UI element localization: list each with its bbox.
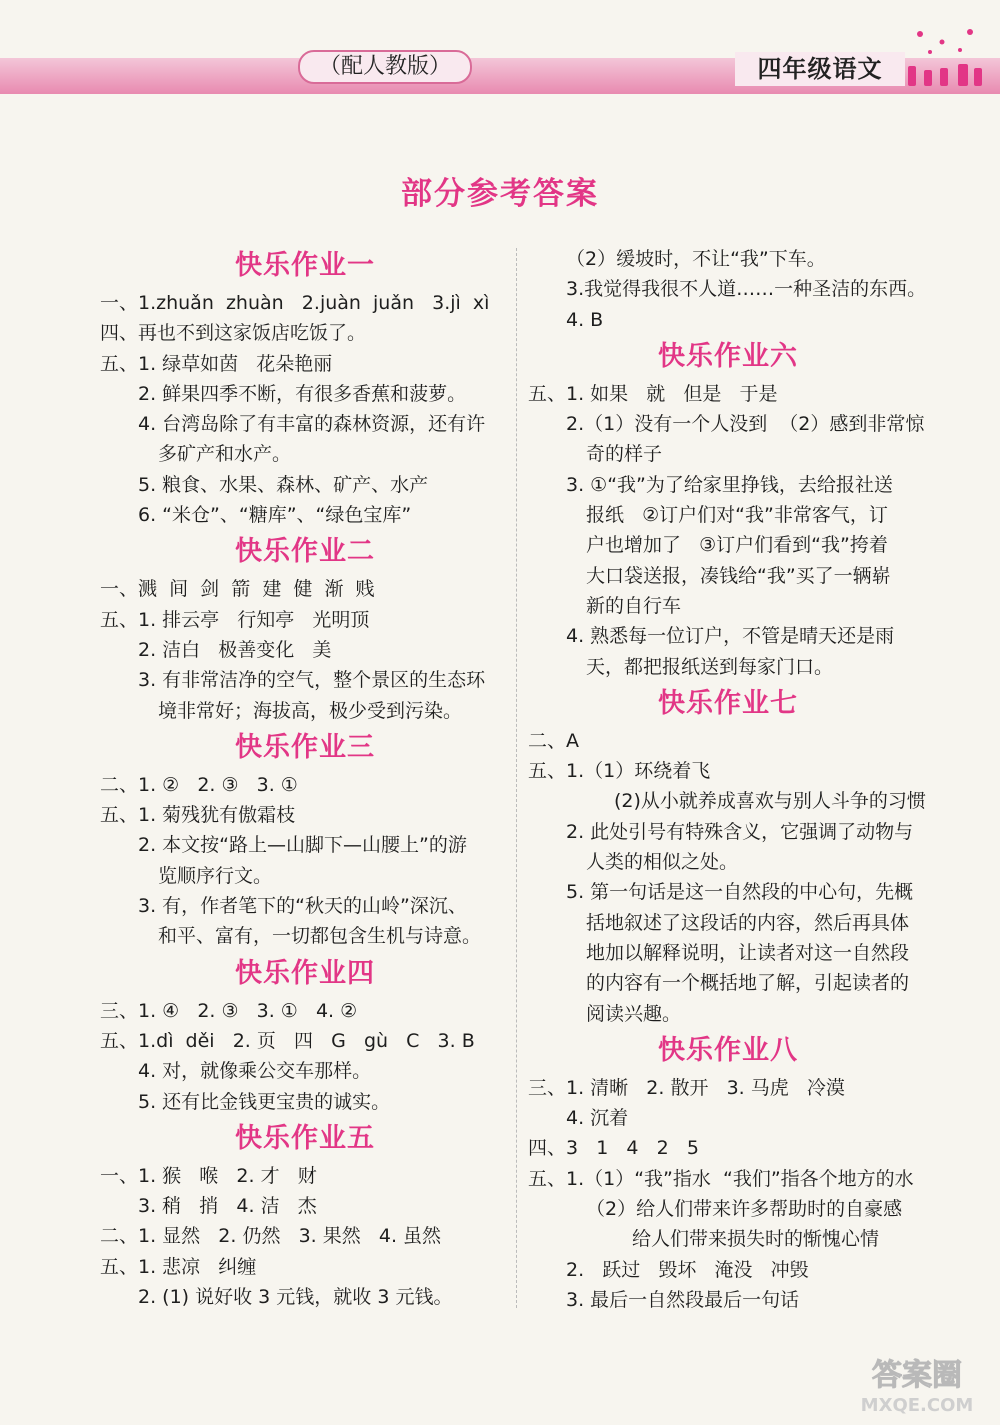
answer-line: 五、1. 悲凉 纠缠 [100, 1255, 257, 1278]
subject-label: 四年级语文 [735, 52, 905, 86]
answer-line: 2. 洁白 极善变化 美 [138, 638, 332, 661]
answer-line: 四、3 1 4 2 5 [528, 1137, 699, 1160]
answer-line: 3. ①“我”为了给家里挣钱，去给报社送 [566, 473, 893, 496]
answer-line: 一、1. 猴 喉 2. 才 财 [100, 1164, 317, 1187]
answer-line: 五、1.dì děi 2. 页 四 G gù C 3. B [100, 1029, 475, 1052]
answer-line: 3. 最后一自然段最后一句话 [566, 1288, 800, 1311]
answer-line: 五、1.（1）“我”指水 “我们”指各个地方的水 [528, 1167, 914, 1190]
answer-line: 四、再也不到这家饭店吃饭了。 [100, 322, 367, 345]
section-title: 快乐作业四 [235, 957, 375, 989]
answer-line: 括地叙述了这段话的内容，然后再具体 [586, 911, 910, 934]
decoration-icon [900, 22, 990, 92]
answer-line: 五、1. 如果 就 但是 于是 [528, 382, 778, 405]
answer-line: 4. 台湾岛除了有丰富的森林资源，还有许 [138, 413, 486, 436]
answer-line: 2. 此处引号有特殊含义，它强调了动物与 [566, 820, 914, 843]
answer-line: 5. 粮食、水果、森林、矿产、水产 [138, 473, 429, 496]
answer-line: 二、1. ② 2. ③ 3. ① [100, 773, 298, 796]
answer-line: 境非常好；海拔高，极少受到污染。 [158, 699, 463, 722]
answer-line: (2)从小就养成喜欢与别人斗争的习惯 [614, 790, 926, 813]
answer-line: 和平、富有，一切都包含生机与诗意。 [158, 925, 482, 948]
answer-line: 多矿产和水产。 [158, 443, 292, 466]
section-title: 快乐作业二 [235, 536, 375, 568]
answer-line: 6. “米仓”、“糖库”、“绿色宝库” [138, 504, 412, 527]
answer-line: 奇的样子 [586, 443, 663, 466]
section-title: 快乐作业五 [235, 1122, 375, 1154]
section-title: 快乐作业六 [658, 340, 798, 372]
answer-line: 2. 本文按“路上—山脚下—山腰上”的游 [138, 834, 467, 857]
section-title: 快乐作业八 [658, 1034, 798, 1066]
answer-line: 二、1. 显然 2. 仍然 3. 果然 4. 虽然 [100, 1225, 442, 1248]
answer-line: 五、1. 排云亭 行知亭 光明顶 [100, 608, 370, 631]
answer-line: 新的自行车 [586, 594, 682, 617]
answer-line: （2）给人们带来许多帮助时的自豪感 [586, 1198, 903, 1221]
answer-line: 一、溅 间 剑 箭 建 健 渐 贱 [100, 578, 375, 601]
answer-line: 5. 第一句话是这一自然段的中心句，先概 [566, 881, 914, 904]
section-title: 快乐作业七 [658, 687, 798, 719]
answer-line: 报纸 ②订户们对“我”非常客气，订 [586, 504, 888, 527]
answer-line: 2. 跃过 毁坏 淹没 冲毁 [566, 1258, 809, 1281]
answer-line: 五、1.（1）环绕着飞 [528, 760, 711, 783]
answer-line: 3. 稍 捎 4. 洁 杰 [138, 1195, 317, 1218]
section-title: 快乐作业三 [235, 731, 375, 763]
watermark-logo [842, 1351, 992, 1419]
answer-line: 五、1. 菊残犹有傲霜枝 [100, 804, 296, 827]
answer-line: （2）缓坡时，不让“我”下车。 [566, 248, 826, 270]
watermark-url: MXQE.COM [860, 1395, 974, 1416]
answer-line: 地加以解释说明，让读者对这一自然段 [586, 941, 910, 964]
watermark-text: 答案圈 [872, 1358, 962, 1393]
answer-line: 览顺序行文。 [158, 864, 273, 887]
left-column [100, 244, 510, 1312]
answer-line: 给人们带来损失时的惭愧心情 [632, 1228, 880, 1251]
column-divider [516, 248, 517, 1308]
answer-line: 三、1. ④ 2. ③ 3. ① 4. ② [100, 999, 358, 1022]
answer-line: 4. 熟悉每一位订户，不管是晴天还是雨 [566, 625, 895, 648]
answer-line: 的内容有一个概括地了解，引起读者的 [586, 972, 910, 995]
answer-line: 二、A [528, 729, 579, 752]
answer-line: 一、1.zhuǎn zhuàn 2.juàn juǎn 3.jì xì [100, 292, 490, 314]
page-title: 部分参考答案 [401, 176, 599, 212]
answer-line: 4. 对，就像乘公交车那样。 [138, 1060, 372, 1083]
answer-line: 阅读兴趣。 [586, 1002, 682, 1025]
answer-line: 3.我觉得我很不人道……一种圣洁的东西。 [566, 278, 927, 301]
answer-line: 4. 沉着 [566, 1107, 629, 1130]
answer-line: 2.（1）没有一个人没到 （2）感到非常惊 [566, 413, 925, 436]
answer-line: 户也增加了 ③订户们看到“我”挎着 [586, 534, 888, 557]
answer-line: 2. (1) 说好收 3 元钱，就收 3 元钱。 [138, 1286, 453, 1309]
answer-line: 2. 鲜果四季不断，有很多香蕉和菠萝。 [138, 382, 467, 405]
right-column [528, 244, 948, 1315]
answer-line: 5. 还有比金钱更宝贵的诚实。 [138, 1090, 391, 1113]
answer-line: 三、1. 清晰 2. 散开 3. 马虎 冷漠 [528, 1076, 845, 1099]
answer-line: 3. 有非常洁净的空气，整个景区的生态环 [138, 669, 486, 692]
answer-line: 4. B [566, 308, 604, 331]
answer-line: 五、1. 绿草如茵 花朵艳丽 [100, 352, 333, 375]
edition-label: （配人教版） [298, 50, 472, 84]
answer-line: 人类的相似之处。 [586, 851, 739, 874]
answer-line: 大口袋送报，凑钱给“我”买了一辆崭 [586, 564, 891, 587]
answer-line: 天，都把报纸送到每家门口。 [586, 655, 834, 678]
section-title: 快乐作业一 [235, 250, 375, 281]
answer-line: 3. 有，作者笔下的“秋天的山岭”深沉、 [138, 895, 467, 918]
